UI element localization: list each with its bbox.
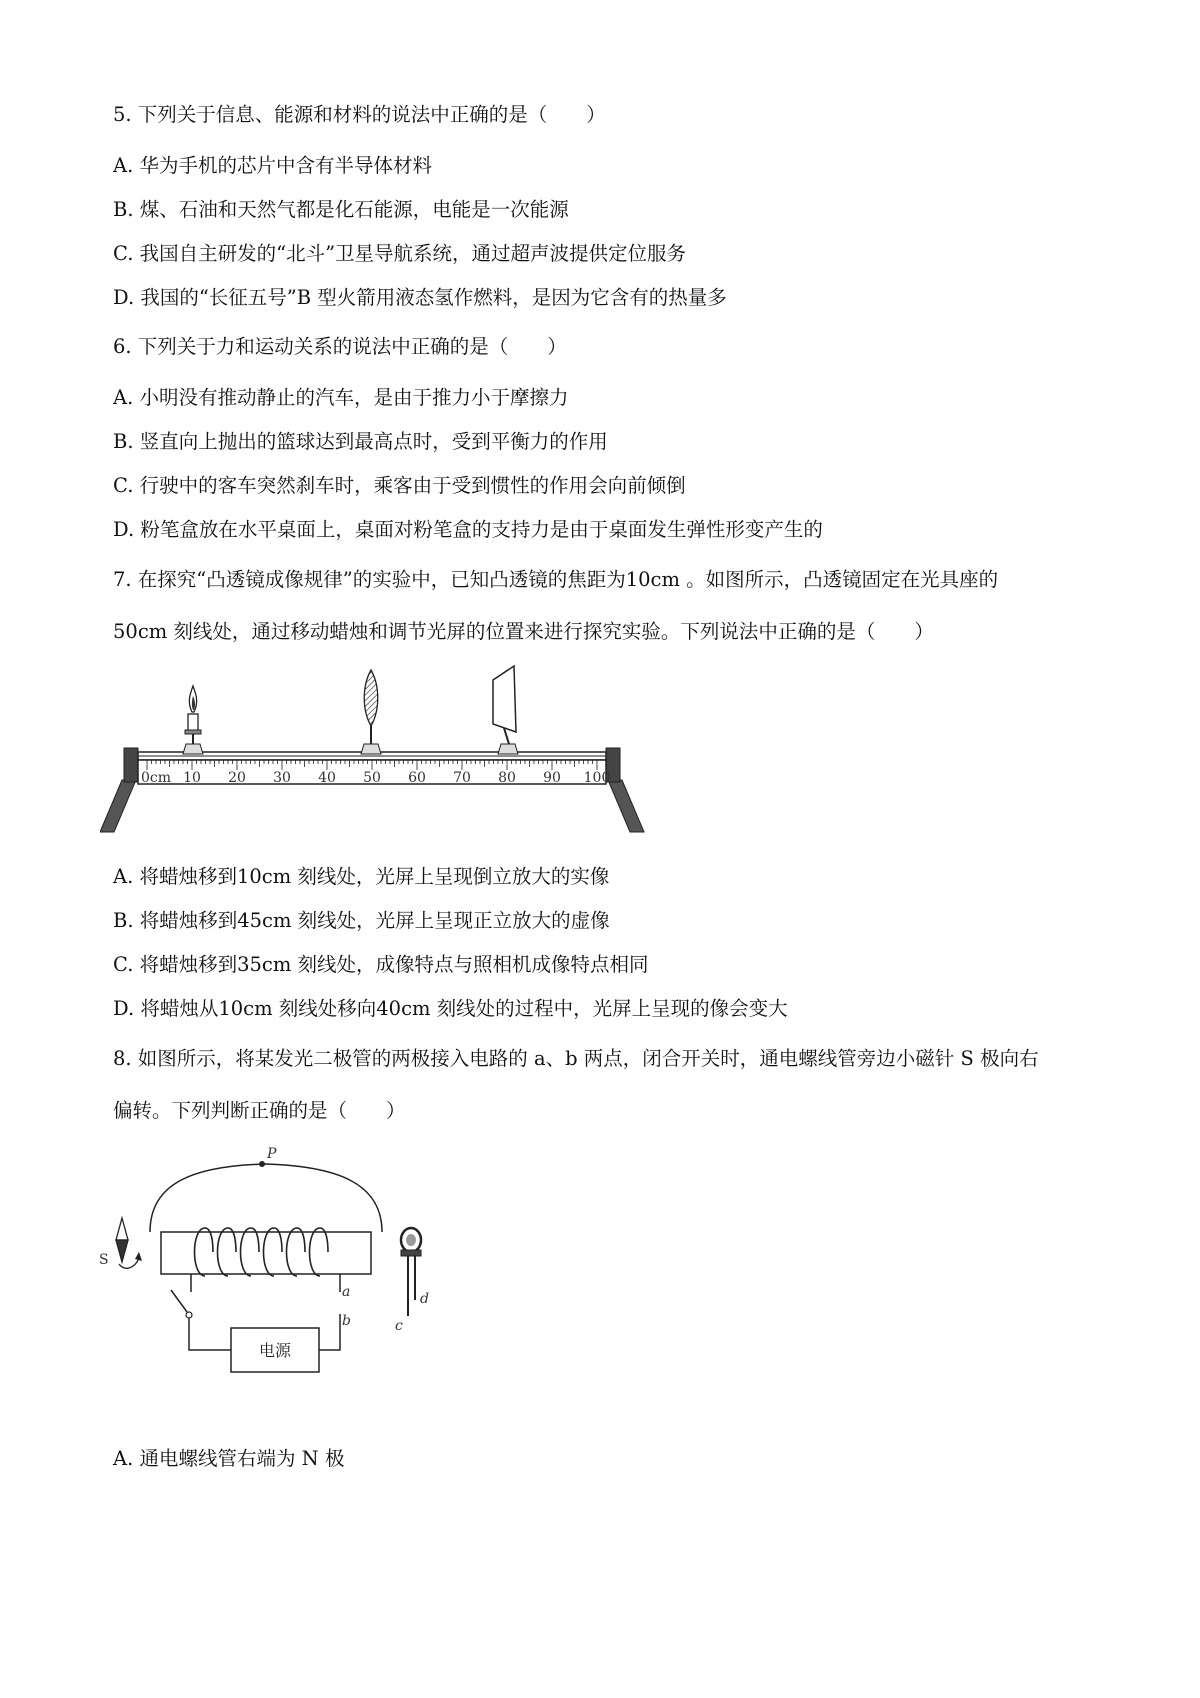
q7-stem-line1: 7. 在探究“凸透镜成像规律”的实验中，已知凸透镜的焦距为10cm 。如图所示，凸透镜固定在光具座的 (113, 568, 999, 591)
ruler-label: 10 (183, 770, 201, 786)
bench-right-leg (608, 780, 644, 832)
q5-option-c: C. 我国自主研发的“北斗”卫星导航系统，通过超声波提供定位服务 (113, 242, 687, 265)
q5-stem: 5. 下列关于信息、能源和材料的说法中正确的是（ ） (113, 103, 606, 126)
label-p: P (267, 1146, 277, 1162)
bench-left-leg (100, 780, 136, 832)
q6-option-d: D. 粉笔盒放在水平桌面上，桌面对粉笔盒的支持力是由于桌面发生弹性形变产生的 (113, 518, 823, 541)
q8-stem-line2: 偏转。下列判断正确的是（ ） (113, 1099, 406, 1122)
solenoid-circuit-figure (95, 1140, 455, 1380)
q6-stem: 6. 下列关于力和运动关系的说法中正确的是（ ） (113, 335, 567, 358)
switch-lever (171, 1290, 187, 1312)
ruler-label: 20 (228, 770, 246, 786)
ruler-label: 30 (273, 770, 291, 786)
q6-option-a: A. 小明没有推动静止的汽车，是由于推力小于摩擦力 (113, 386, 569, 409)
ruler-label: 50 (363, 770, 381, 786)
bench-left-post (124, 748, 138, 782)
ruler-label: 60 (408, 770, 426, 786)
q6-option-c: C. 行驶中的客车突然刹车时，乘客由于受到惯性的作用会向前倾倒 (113, 474, 686, 497)
label-a: a (342, 1284, 351, 1300)
ruler-label: 80 (498, 770, 516, 786)
label-s: S (99, 1252, 109, 1268)
ruler-label: 40 (318, 770, 336, 786)
q7-option-a: A. 将蜡烛移到10cm 刻线处，光屏上呈现倒立放大的实像 (113, 865, 610, 888)
candle (183, 686, 203, 754)
q6-option-b: B. 竖直向上抛出的篮球达到最高点时，受到平衡力的作用 (113, 430, 608, 453)
led-diode (401, 1228, 421, 1316)
q8-stem-line1: 8. 如图所示，将某发光二极管的两极接入电路的 a、b 两点，闭合开关时，通电螺线管旁边小磁针 S 极向右 (113, 1047, 1039, 1070)
ruler-label: 0cm (141, 770, 172, 786)
power-label: 电源 (258, 1341, 292, 1360)
convex-lens (361, 670, 381, 754)
q7-option-b: B. 将蜡烛移到45cm 刻线处，光屏上呈现正立放大的虚像 (113, 909, 610, 932)
ruler-label: 100 (583, 770, 611, 786)
q7-stem-line2: 50cm 刻线处，通过移动蜡烛和调节光屏的位置来进行探究实验。下列说法中正确的是（ ） (113, 620, 934, 643)
q8-option-a: A. 通电螺线管右端为 N 极 (113, 1447, 345, 1470)
q7-option-d: D. 将蜡烛从10cm 刻线处移向40cm 刻线处的过程中，光屏上呈现的像会变大 (113, 997, 788, 1020)
label-b: b (342, 1313, 351, 1329)
compass-needle (116, 1218, 142, 1268)
light-screen (493, 666, 518, 754)
ruler-label: 70 (453, 770, 471, 786)
label-d: d (420, 1291, 429, 1307)
q5-option-b: B. 煤、石油和天然气都是化石能源，电能是一次能源 (113, 198, 569, 221)
q5-option-a: A. 华为手机的芯片中含有半导体材料 (113, 154, 432, 177)
label-c: c (395, 1318, 403, 1334)
optical-bench-figure (100, 660, 660, 840)
q7-option-c: C. 将蜡烛移到35cm 刻线处，成像特点与照相机成像特点相同 (113, 953, 649, 976)
q5-option-d: D. 我国的“长征五号”B 型火箭用液态氢作燃料，是因为它含有的热量多 (113, 286, 727, 309)
ruler-label: 90 (543, 770, 561, 786)
point-p (259, 1161, 265, 1167)
arc-wire (150, 1164, 382, 1232)
